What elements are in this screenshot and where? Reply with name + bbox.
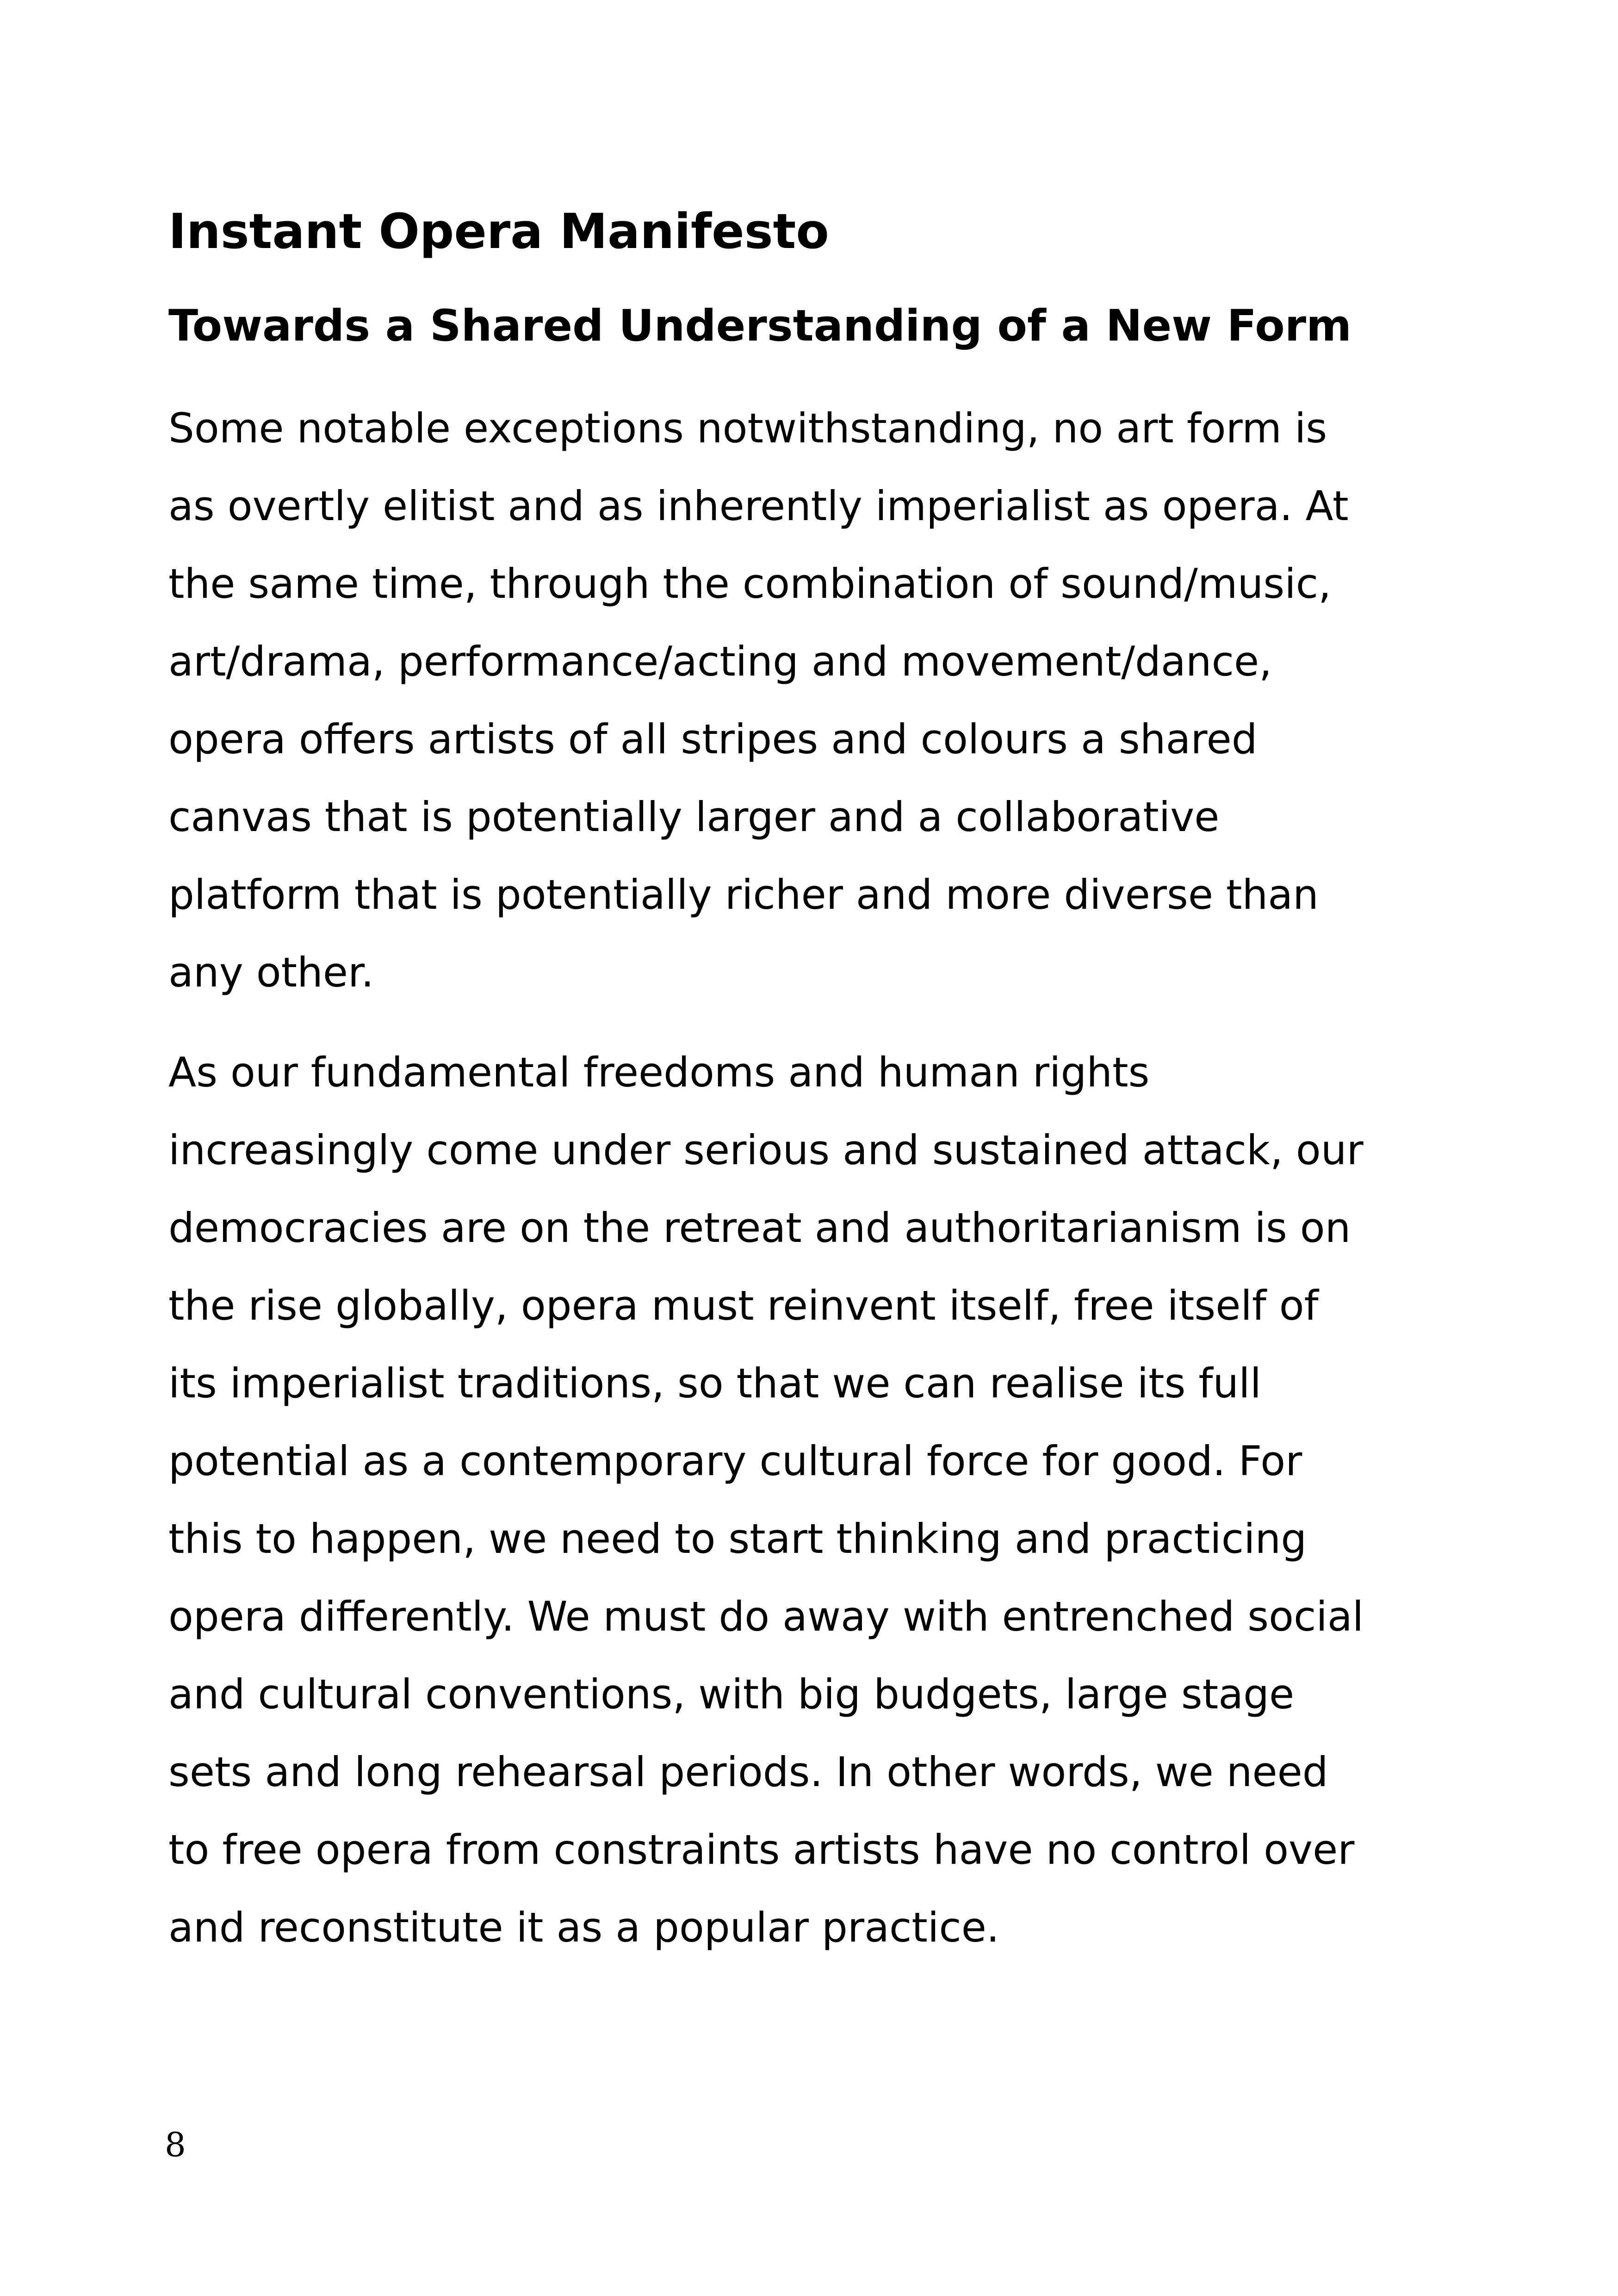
paragraph-line: to free opera from constraints artists have no control over [168, 1826, 1355, 1874]
paragraph-line: the rise globally, opera must reinvent itself, free itself of [168, 1282, 1319, 1329]
paragraph-line: and cultural conventions, with big budgets, large stage [168, 1670, 1295, 1718]
paragraph-line: Some notable exceptions notwithstanding, no art form is [168, 404, 1327, 452]
page-title: Instant Opera Manifesto [168, 203, 829, 260]
paragraph-line: opera offers artists of all stripes and colours a shared [168, 715, 1258, 763]
paragraph-line: the same time, through the combination of sound/music, [168, 560, 1332, 608]
paragraph-line: platform that is potentially richer and more diverse than [168, 871, 1319, 918]
paragraph-line: art/drama, performance/acting and movement/dance, [168, 638, 1272, 685]
page-content [168, 194, 1455, 1967]
paragraph-line: this to happen, we need to start thinking and practicing [168, 1515, 1307, 1563]
paragraph-line: opera differently. We must do away with entrenched social [168, 1593, 1364, 1640]
paragraph-line: and reconstitute it as a popular practice. [168, 1904, 999, 1951]
paragraph-line: its imperialist traditions, so that we can realise its full [168, 1359, 1262, 1407]
page-number: 8 [165, 2125, 186, 2164]
page-subtitle: Towards a Shared Understanding of a New Form [168, 301, 1352, 351]
paragraph-1 [168, 390, 1455, 1011]
paragraph-line: as overtly elitist and as inherently imperialist as opera. At [168, 482, 1349, 530]
paragraph-line: canvas that is potentially larger and a collaborative [168, 793, 1220, 841]
paragraph-2 [168, 1034, 1455, 1967]
paragraph-line: sets and long rehearsal periods. In other words, we need [168, 1748, 1328, 1796]
paragraph-line: any other. [168, 949, 374, 996]
paragraph-line: potential as a contemporary cultural force for good. For [168, 1437, 1302, 1485]
paragraph-line: As our fundamental freedoms and human rights [168, 1049, 1150, 1096]
paragraph-line: democracies are on the retreat and authoritarianism is on [168, 1204, 1351, 1252]
paragraph-line: increasingly come under serious and sustained attack, our [168, 1126, 1364, 1174]
